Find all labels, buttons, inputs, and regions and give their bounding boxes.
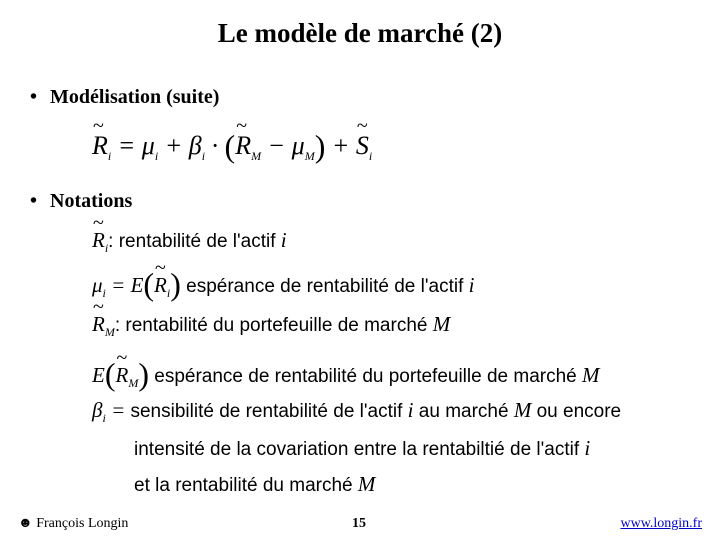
notation-text: intensité de la covariation entre la rentabiltié de l'actif xyxy=(134,439,585,460)
sym-sub: i xyxy=(104,241,109,256)
formula-eq: = xyxy=(117,131,136,160)
notation-ERM xyxy=(92,356,600,393)
notation-var: i xyxy=(468,273,475,297)
notation-RM xyxy=(92,312,450,340)
notation-text: au marché xyxy=(413,401,514,422)
sym-close: ) xyxy=(138,356,149,392)
notation-beta-cont2 xyxy=(134,472,375,497)
notation-text: ou encore xyxy=(531,401,622,422)
formula-plus: + xyxy=(164,131,183,160)
formula-plus2: + xyxy=(331,131,350,160)
bullet-notations xyxy=(30,190,132,213)
sym: ~ R xyxy=(92,312,105,337)
sym-R: ~ R xyxy=(115,363,128,388)
notation-var: i xyxy=(407,398,414,422)
notation-beta-cont1 xyxy=(134,436,590,461)
sym-open: ( xyxy=(104,356,116,392)
sym-sub: i xyxy=(102,411,106,426)
sym-close: ) xyxy=(170,266,181,302)
notation-text: sensibilité de rentabilité de l'actif xyxy=(130,401,408,422)
formula-beta: β xyxy=(188,131,202,160)
notation-var: M xyxy=(513,398,532,422)
formula-open: ( xyxy=(224,128,236,164)
notation-Ri xyxy=(92,228,287,256)
notation-text: espérance de rentabilité du portefeuille de marché xyxy=(148,366,583,387)
notation-var: M xyxy=(432,312,451,336)
formula-S: ~ S xyxy=(356,131,369,161)
bullet-dot: • xyxy=(30,190,38,212)
formula-sub: i xyxy=(154,149,159,164)
sym-sub: M xyxy=(128,376,139,391)
sym-eq: = xyxy=(111,273,126,297)
footer-website-link[interactable]: www.longin.fr xyxy=(620,516,702,531)
slide-title: Le modèle de marché (2) xyxy=(217,18,503,48)
formula-sub: i xyxy=(107,149,112,164)
sym-sub: i xyxy=(166,286,171,301)
notation-beta xyxy=(92,398,621,426)
formula-sub: i xyxy=(201,149,206,164)
sym-E: E xyxy=(130,273,144,297)
sym: μ xyxy=(92,273,103,297)
formula-RM: ~ R xyxy=(235,131,251,161)
formula-sub: i xyxy=(368,149,373,164)
notation-var: i xyxy=(280,228,287,252)
notation-text: et la rentabilité du marché xyxy=(134,475,358,496)
formula-muM: μ xyxy=(291,131,305,160)
sym-sub: M xyxy=(104,325,115,340)
sym-sub: i xyxy=(102,286,106,301)
bullet-modelisation xyxy=(30,86,219,109)
bullet-label: Modélisation (suite) xyxy=(50,86,220,108)
bullet-dot: • xyxy=(30,86,38,108)
formula-close: ) xyxy=(314,128,326,164)
formula-sub: M xyxy=(251,149,262,164)
notation-var: M xyxy=(582,363,600,387)
formula-mu: μ xyxy=(141,131,155,160)
notation-text: espérance de rentabilité de l'actif xyxy=(180,276,469,297)
footer-page-number: 15 xyxy=(352,516,366,531)
sym-R: ~ R xyxy=(154,273,167,298)
formula-R: ~ R xyxy=(92,131,108,161)
notation-text: : rentabilité de l'actif xyxy=(108,231,281,252)
bullet-label: Notations xyxy=(50,190,133,212)
notation-var: M xyxy=(357,472,376,496)
notation-text: : rentabilité du portefeuille de marché xyxy=(114,315,433,336)
sym: ~ R xyxy=(92,228,105,253)
formula-dot: · xyxy=(211,131,219,160)
formula-sub: M xyxy=(304,149,315,164)
notation-mui xyxy=(92,266,474,303)
sym-E: E xyxy=(92,363,105,387)
notation-var: i xyxy=(584,436,591,460)
formula-minus: − xyxy=(267,131,286,160)
market-model-formula xyxy=(92,128,372,165)
sym-beta: β xyxy=(92,398,103,422)
footer-author: ☻ François Longin xyxy=(18,516,129,531)
sym-open: ( xyxy=(143,266,155,302)
sym-eq: = xyxy=(111,398,126,422)
